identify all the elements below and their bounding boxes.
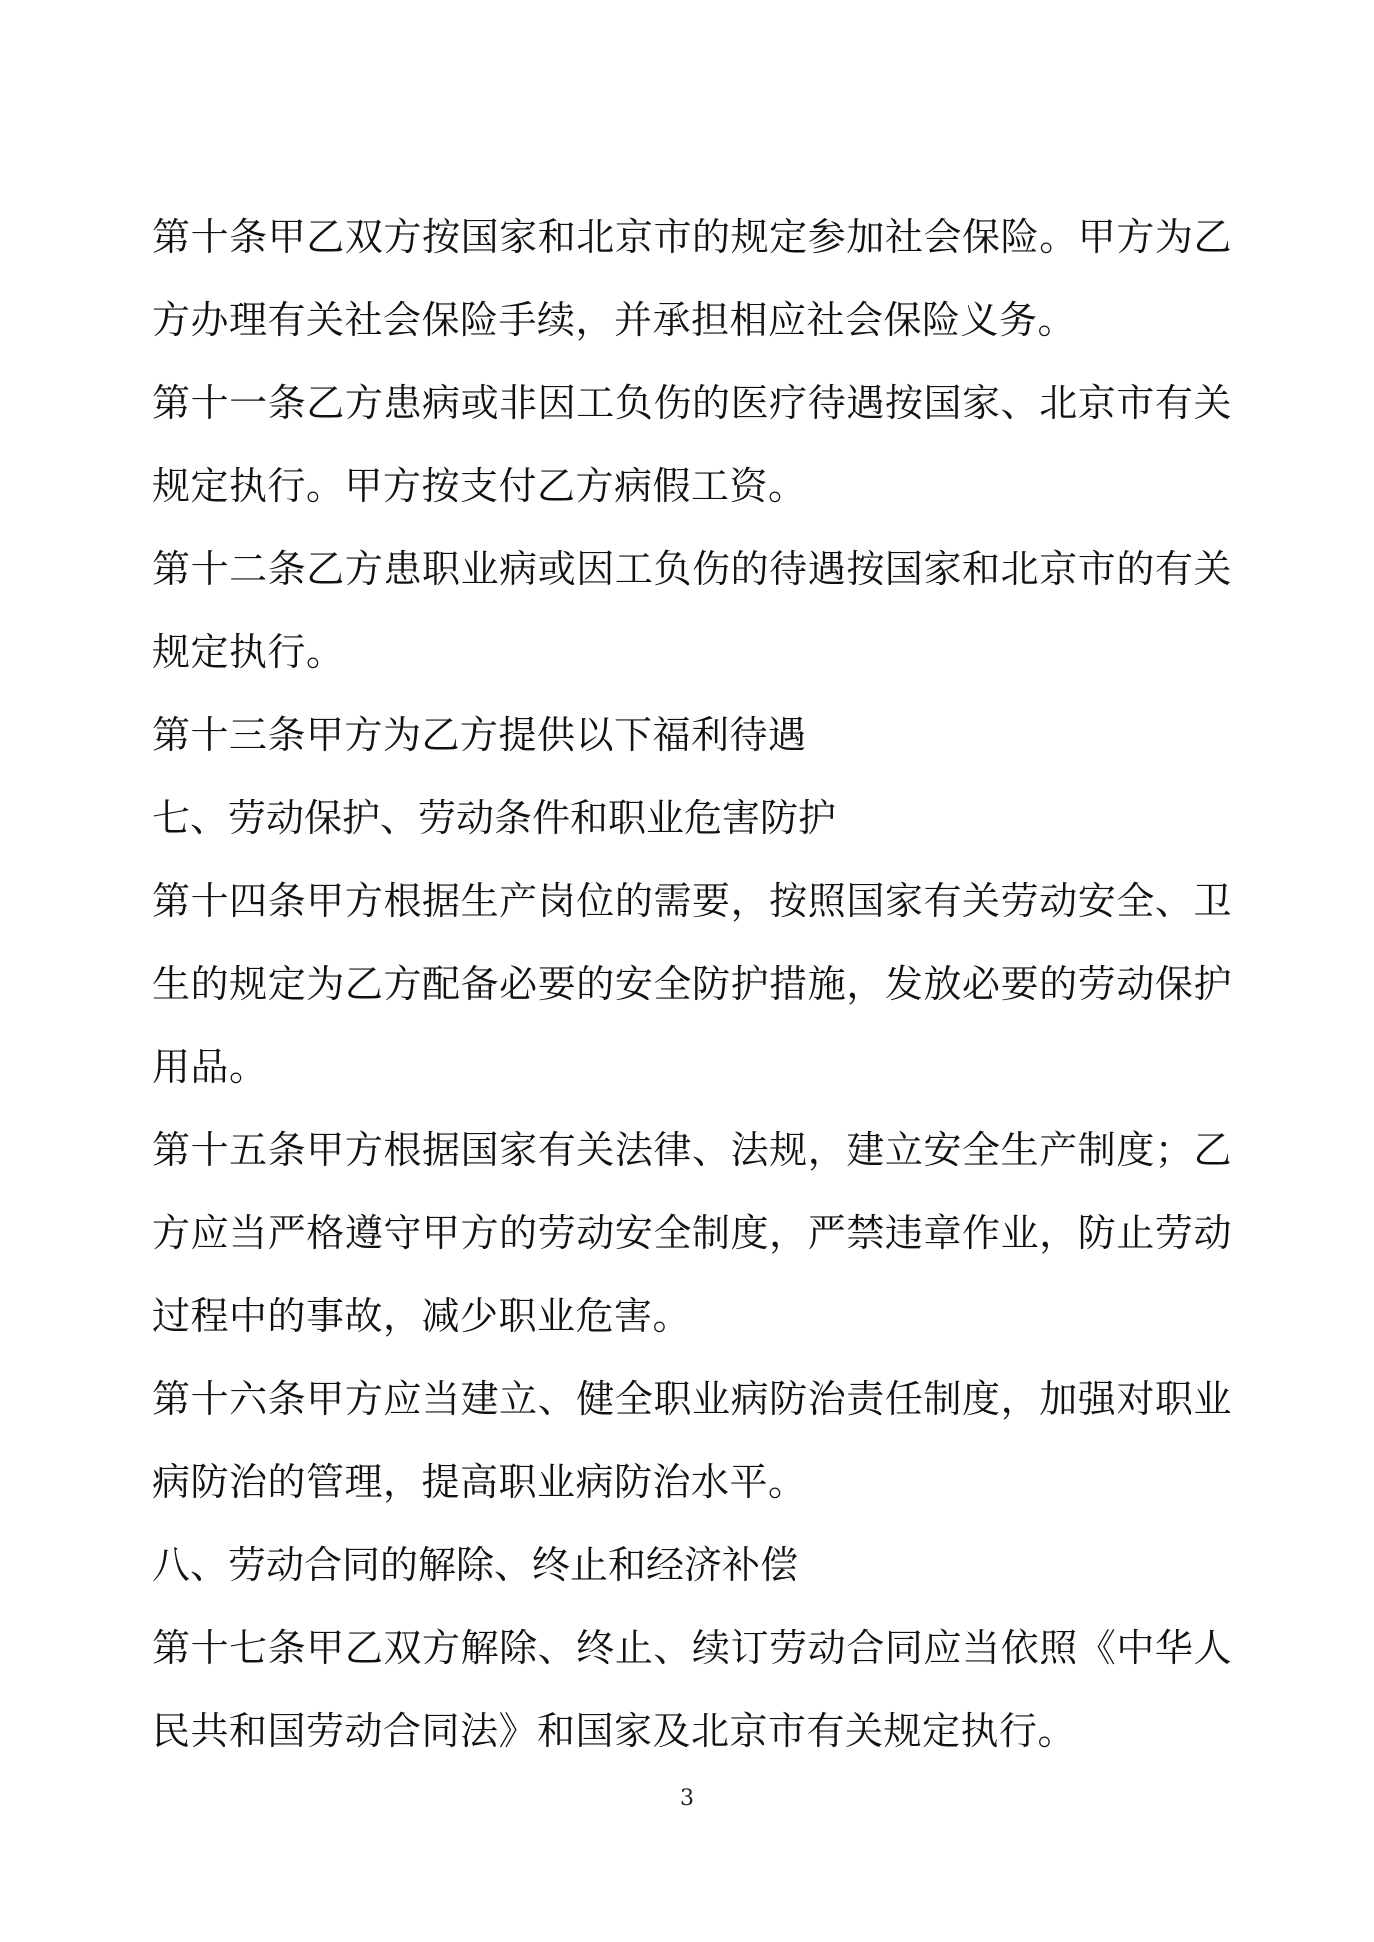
article-12: 第十二条乙方患职业病或因工负伤的待遇按国家和北京市的有关规定执行。	[152, 547, 1232, 674]
article-10: 第十条甲乙双方按国家和北京市的规定参加社会保险。甲方为乙方办理有关社会保险手续，并承担相应社会保险义务。	[152, 215, 1232, 342]
article-15: 第十五条甲方根据国家有关法律、法规，建立安全生产制度；乙方应当严格遵守甲方的劳动安全制度，严禁违章作业，防止劳动过程中的事故，减少职业危害。	[152, 1128, 1232, 1338]
article-16: 第十六条甲方应当建立、健全职业病防治责任制度，加强对职业病防治的管理，提高职业病防治水平。	[152, 1377, 1232, 1504]
article-11: 第十一条乙方患病或非因工负伤的医疗待遇按国家、北京市有关规定执行。甲方按支付乙方病假工资。	[152, 381, 1232, 508]
article-14: 第十四条甲方根据生产岗位的需要，按照国家有关劳动安全、卫生的规定为乙方配备必要的安全防护措施，发放必要的劳动保护用品。	[152, 879, 1232, 1089]
section-heading-7: 七、劳动保护、劳动条件和职业危害防护	[152, 796, 837, 840]
article-13: 第十三条甲方为乙方提供以下福利待遇	[152, 713, 807, 757]
page-number: 3	[680, 1786, 694, 1811]
document-body	[152, 196, 1232, 1773]
section-heading-8: 八、劳动合同的解除、终止和经济补偿	[152, 1543, 799, 1587]
article-17: 第十七条甲乙双方解除、终止、续订劳动合同应当依照《中华人民共和国劳动合同法》和国家及北京市有关规定执行。	[152, 1626, 1232, 1753]
